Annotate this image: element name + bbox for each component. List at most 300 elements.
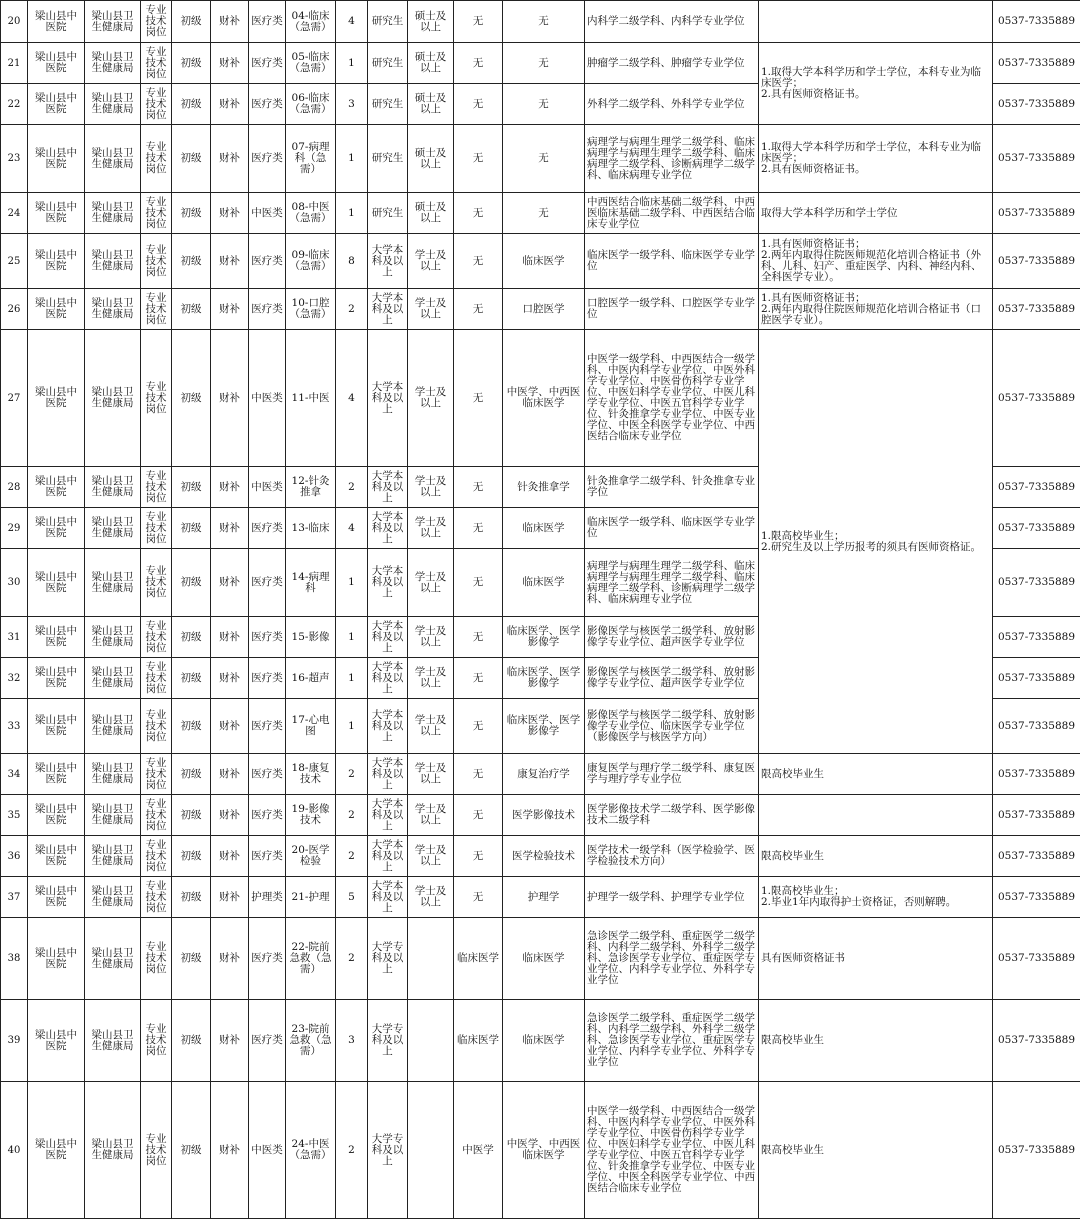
- funding-type: 财补: [211, 699, 249, 754]
- post-category: 医疗类: [249, 658, 286, 699]
- table-row: [1, 1082, 1080, 1219]
- contact-phone: 0537-7335889: [993, 1000, 1080, 1082]
- hiring-count: 2: [336, 836, 368, 877]
- graduate-major: 中医学一级学科、中西医结合一级学科、中医内科学专业学位、中医外科学专业学位、中医骨伤科学专业学位、中医妇科学专业学位、中医儿科学专业学位、中医五官科学专业学位、针灸推拿学专业学位、中医专业学位、中医全科医学专业学位、中西医结合临床专业学位: [585, 1082, 759, 1219]
- graduate-major: 急诊医学二级学科、重症医学二级学科、内科学二级学科、外科学二级学科、急诊医学专业学位、重症医学专业学位、内科学专业学位、外科学专业学位: [585, 918, 759, 1000]
- post-kind: 专业技术岗位: [141, 193, 172, 234]
- hiring-count: 1: [336, 658, 368, 699]
- hiring-count: 2: [336, 918, 368, 1000]
- department-name: 梁山县卫生健康局: [85, 1, 141, 43]
- associate-major: 无: [454, 234, 503, 289]
- bachelor-major: 无: [503, 125, 585, 193]
- associate-major: 无: [454, 508, 503, 549]
- degree-requirement: 学士及以上: [408, 795, 454, 836]
- education-requirement: 大学专科及以上: [368, 1082, 408, 1219]
- row-number: 32: [1, 658, 28, 699]
- degree-requirement: 学士及以上: [408, 549, 454, 617]
- graduate-major: 内科学二级学科、内科学专业学位: [585, 1, 759, 43]
- degree-requirement: 硕士及以上: [408, 84, 454, 125]
- department-name: 梁山县卫生健康局: [85, 549, 141, 617]
- bachelor-major: 医学检验技术: [503, 836, 585, 877]
- table-row: [1, 125, 1080, 193]
- education-requirement: 大学专科及以上: [368, 1000, 408, 1082]
- graduate-major: 康复医学与理疗学二级学科、康复医学与理疗学专业学位: [585, 754, 759, 795]
- education-requirement: 大学本科及以上: [368, 508, 408, 549]
- funding-type: 财补: [211, 84, 249, 125]
- degree-requirement: 硕士及以上: [408, 1, 454, 43]
- associate-major: 无: [454, 84, 503, 125]
- associate-major: 无: [454, 549, 503, 617]
- post-kind: 专业技术岗位: [141, 289, 172, 330]
- bachelor-major: 无: [503, 43, 585, 84]
- post-level: 初级: [172, 836, 211, 877]
- unit-name: 梁山县中医院: [28, 84, 85, 125]
- post-level: 初级: [172, 289, 211, 330]
- education-requirement: 研究生: [368, 125, 408, 193]
- post-kind: 专业技术岗位: [141, 877, 172, 918]
- contact-phone: 0537-7335889: [993, 1082, 1080, 1219]
- post-category: 医疗类: [249, 617, 286, 658]
- post-kind: 专业技术岗位: [141, 234, 172, 289]
- hiring-count: 3: [336, 1000, 368, 1082]
- funding-type: 财补: [211, 836, 249, 877]
- row-number: 29: [1, 508, 28, 549]
- unit-name: 梁山县中医院: [28, 43, 85, 84]
- associate-major: 无: [454, 617, 503, 658]
- funding-type: 财补: [211, 125, 249, 193]
- education-requirement: 研究生: [368, 1, 408, 43]
- post-category: 医疗类: [249, 234, 286, 289]
- unit-name: 梁山县中医院: [28, 1, 85, 43]
- remarks-cell: 限高校毕业生: [759, 1000, 993, 1082]
- education-requirement: 大学本科及以上: [368, 877, 408, 918]
- post-kind: 专业技术岗位: [141, 795, 172, 836]
- remarks-cell: 限高校毕业生: [759, 836, 993, 877]
- unit-name: 梁山县中医院: [28, 617, 85, 658]
- bachelor-major: 临床医学、医学影像学: [503, 617, 585, 658]
- graduate-major: 口腔医学一级学科、口腔医学专业学位: [585, 289, 759, 330]
- post-category: 医疗类: [249, 289, 286, 330]
- degree-requirement: 硕士及以上: [408, 193, 454, 234]
- unit-name: 梁山县中医院: [28, 467, 85, 508]
- post-category: 医疗类: [249, 549, 286, 617]
- post-kind: 专业技术岗位: [141, 658, 172, 699]
- hiring-count: 8: [336, 234, 368, 289]
- associate-major: 无: [454, 330, 503, 467]
- funding-type: 财补: [211, 330, 249, 467]
- post-name: 07-病理科（急需）: [286, 125, 336, 193]
- associate-major: 无: [454, 467, 503, 508]
- post-kind: 专业技术岗位: [141, 754, 172, 795]
- post-category: 医疗类: [249, 836, 286, 877]
- graduate-major: 肿瘤学二级学科、肿瘤学专业学位: [585, 43, 759, 84]
- graduate-major: 外科学二级学科、外科学专业学位: [585, 84, 759, 125]
- associate-major: 临床医学: [454, 918, 503, 1000]
- department-name: 梁山县卫生健康局: [85, 658, 141, 699]
- post-name: 17-心电图: [286, 699, 336, 754]
- funding-type: 财补: [211, 549, 249, 617]
- bachelor-major: 口腔医学: [503, 289, 585, 330]
- post-kind: 专业技术岗位: [141, 330, 172, 467]
- unit-name: 梁山县中医院: [28, 836, 85, 877]
- post-name: 22-院前急救（急需）: [286, 918, 336, 1000]
- row-number: 26: [1, 289, 28, 330]
- unit-name: 梁山县中医院: [28, 877, 85, 918]
- funding-type: 财补: [211, 877, 249, 918]
- bachelor-major: 护理学: [503, 877, 585, 918]
- post-name: 16-超声: [286, 658, 336, 699]
- hiring-count: 2: [336, 289, 368, 330]
- contact-phone: 0537-7335889: [993, 754, 1080, 795]
- department-name: 梁山县卫生健康局: [85, 754, 141, 795]
- department-name: 梁山县卫生健康局: [85, 193, 141, 234]
- contact-phone: 0537-7335889: [993, 877, 1080, 918]
- table-row: [1, 918, 1080, 1000]
- associate-major: 无: [454, 754, 503, 795]
- remarks-cell: 1.限高校毕业生； 2.研究生及以上学历报考的须具有医师资格证。: [759, 330, 993, 754]
- table-row: [1, 1, 1080, 43]
- remarks-cell: 1.具有医师资格证书； 2.两年内取得住院医师规范化培训合格证书（口腔医学专业）。: [759, 289, 993, 330]
- graduate-major: 临床医学一级学科、临床医学专业学位: [585, 234, 759, 289]
- hiring-count: 4: [336, 508, 368, 549]
- funding-type: 财补: [211, 1, 249, 43]
- contact-phone: 0537-7335889: [993, 508, 1080, 549]
- row-number: 22: [1, 84, 28, 125]
- department-name: 梁山县卫生健康局: [85, 877, 141, 918]
- associate-major: 无: [454, 289, 503, 330]
- graduate-major: 中西医结合临床基础二级学科、中西医临床基础二级学科、中西医结合临床专业学位: [585, 193, 759, 234]
- degree-requirement: 学士及以上: [408, 754, 454, 795]
- associate-major: 无: [454, 193, 503, 234]
- education-requirement: 大学本科及以上: [368, 699, 408, 754]
- contact-phone: 0537-7335889: [993, 918, 1080, 1000]
- graduate-major: 中医学一级学科、中西医结合一级学科、中医内科学专业学位、中医外科学专业学位、中医骨伤科学专业学位、中医妇科学专业学位、中医儿科学专业学位、中医五官科学专业学位、针灸推拿学专业学位、中医专业学位、中医全科医学专业学位、中西医结合临床专业学位: [585, 330, 759, 467]
- row-number: 30: [1, 549, 28, 617]
- post-category: 中医类: [249, 467, 286, 508]
- degree-requirement: 学士及以上: [408, 617, 454, 658]
- department-name: 梁山县卫生健康局: [85, 1000, 141, 1082]
- associate-major: 无: [454, 43, 503, 84]
- post-name: 10-口腔（急需）: [286, 289, 336, 330]
- funding-type: 财补: [211, 658, 249, 699]
- post-name: 09-临床（急需）: [286, 234, 336, 289]
- department-name: 梁山县卫生健康局: [85, 836, 141, 877]
- post-level: 初级: [172, 795, 211, 836]
- degree-requirement: [408, 918, 454, 1000]
- department-name: 梁山县卫生健康局: [85, 330, 141, 467]
- associate-major: 中医学: [454, 1082, 503, 1219]
- remarks-cell: 1.具有医师资格证书； 2.两年内取得住院医师规范化培训合格证书（外科、儿科、妇产、重症医学、内科、神经内科、全科医学专业）。: [759, 234, 993, 289]
- funding-type: 财补: [211, 289, 249, 330]
- contact-phone: 0537-7335889: [993, 658, 1080, 699]
- associate-major: 临床医学: [454, 1000, 503, 1082]
- unit-name: 梁山县中医院: [28, 1082, 85, 1219]
- post-name: 14-病理科: [286, 549, 336, 617]
- department-name: 梁山县卫生健康局: [85, 918, 141, 1000]
- department-name: 梁山县卫生健康局: [85, 289, 141, 330]
- funding-type: 财补: [211, 193, 249, 234]
- contact-phone: 0537-7335889: [993, 699, 1080, 754]
- associate-major: 无: [454, 877, 503, 918]
- degree-requirement: 硕士及以上: [408, 125, 454, 193]
- post-level: 初级: [172, 467, 211, 508]
- degree-requirement: 学士及以上: [408, 836, 454, 877]
- hiring-count: 4: [336, 1, 368, 43]
- post-name: 19-影像技术: [286, 795, 336, 836]
- bachelor-major: 医学影像技术: [503, 795, 585, 836]
- post-kind: 专业技术岗位: [141, 836, 172, 877]
- funding-type: 财补: [211, 1000, 249, 1082]
- post-category: 医疗类: [249, 754, 286, 795]
- table-row: [1, 330, 1080, 467]
- post-name: 05-临床（急需）: [286, 43, 336, 84]
- post-name: 20-医学检验: [286, 836, 336, 877]
- hiring-count: 3: [336, 84, 368, 125]
- unit-name: 梁山县中医院: [28, 549, 85, 617]
- remarks-cell: [759, 795, 993, 836]
- table-row: [1, 193, 1080, 234]
- post-category: 医疗类: [249, 918, 286, 1000]
- unit-name: 梁山县中医院: [28, 699, 85, 754]
- bachelor-major: 临床医学: [503, 508, 585, 549]
- unit-name: 梁山县中医院: [28, 193, 85, 234]
- post-level: 初级: [172, 658, 211, 699]
- contact-phone: 0537-7335889: [993, 549, 1080, 617]
- remarks-cell: 1.取得大学本科学历和学士学位，本科专业为临床医学； 2.具有医师资格证书。: [759, 43, 993, 125]
- table-row: [1, 234, 1080, 289]
- table-row: [1, 754, 1080, 795]
- graduate-major: 医学技术一级学科（医学检验学、医学检验技术方向）: [585, 836, 759, 877]
- post-name: 04-临床（急需）: [286, 1, 336, 43]
- education-requirement: 大学本科及以上: [368, 836, 408, 877]
- post-category: 医疗类: [249, 1, 286, 43]
- row-number: 23: [1, 125, 28, 193]
- post-kind: 专业技术岗位: [141, 125, 172, 193]
- hiring-count: 2: [336, 795, 368, 836]
- degree-requirement: 学士及以上: [408, 699, 454, 754]
- table-row: [1, 1000, 1080, 1082]
- unit-name: 梁山县中医院: [28, 918, 85, 1000]
- contact-phone: 0537-7335889: [993, 125, 1080, 193]
- post-level: 初级: [172, 508, 211, 549]
- post-category: 医疗类: [249, 795, 286, 836]
- row-number: 39: [1, 1000, 28, 1082]
- post-level: 初级: [172, 43, 211, 84]
- funding-type: 财补: [211, 795, 249, 836]
- unit-name: 梁山县中医院: [28, 234, 85, 289]
- row-number: 27: [1, 330, 28, 467]
- post-category: 医疗类: [249, 84, 286, 125]
- remarks-cell: [759, 1, 993, 43]
- table-row: [1, 836, 1080, 877]
- graduate-major: 急诊医学二级学科、重症医学二级学科、内科学二级学科、外科学二级学科、急诊医学专业学位、重症医学专业学位、内科学专业学位、外科学专业学位: [585, 1000, 759, 1082]
- bachelor-major: 临床医学、医学影像学: [503, 699, 585, 754]
- bachelor-major: 临床医学: [503, 549, 585, 617]
- row-number: 24: [1, 193, 28, 234]
- post-kind: 专业技术岗位: [141, 1082, 172, 1219]
- remarks-cell: 具有医师资格证书: [759, 918, 993, 1000]
- post-category: 医疗类: [249, 699, 286, 754]
- degree-requirement: [408, 1000, 454, 1082]
- row-number: 38: [1, 918, 28, 1000]
- row-number: 28: [1, 467, 28, 508]
- graduate-major: 病理学与病理生理学二级学科、临床病理学与病理生理学二级学科、临床病理学二级学科、诊断病理学二级学科、临床病理专业学位: [585, 125, 759, 193]
- post-level: 初级: [172, 330, 211, 467]
- post-kind: 专业技术岗位: [141, 699, 172, 754]
- bachelor-major: 临床医学、医学影像学: [503, 658, 585, 699]
- graduate-major: 影像医学与核医学二级学科、放射影像学专业学位、超声医学专业学位: [585, 658, 759, 699]
- education-requirement: 大学本科及以上: [368, 617, 408, 658]
- post-kind: 专业技术岗位: [141, 918, 172, 1000]
- bachelor-major: 针灸推拿学: [503, 467, 585, 508]
- unit-name: 梁山县中医院: [28, 125, 85, 193]
- bachelor-major: 临床医学: [503, 234, 585, 289]
- remarks-cell: 取得大学本科学历和学士学位: [759, 193, 993, 234]
- degree-requirement: 学士及以上: [408, 877, 454, 918]
- graduate-major: 影像医学与核医学二级学科、放射影像学专业学位、超声医学专业学位: [585, 617, 759, 658]
- department-name: 梁山县卫生健康局: [85, 1082, 141, 1219]
- bachelor-major: 临床医学: [503, 918, 585, 1000]
- post-category: 医疗类: [249, 125, 286, 193]
- graduate-major: 病理学与病理生理学二级学科、临床病理学与病理生理学二级学科、临床病理学二级学科、诊断病理学二级学科、临床病理专业学位: [585, 549, 759, 617]
- post-kind: 专业技术岗位: [141, 43, 172, 84]
- post-kind: 专业技术岗位: [141, 1, 172, 43]
- contact-phone: 0537-7335889: [993, 836, 1080, 877]
- bachelor-major: 临床医学: [503, 1000, 585, 1082]
- post-kind: 专业技术岗位: [141, 549, 172, 617]
- education-requirement: 大学本科及以上: [368, 289, 408, 330]
- unit-name: 梁山县中医院: [28, 330, 85, 467]
- table-row: [1, 43, 1080, 84]
- unit-name: 梁山县中医院: [28, 795, 85, 836]
- post-level: 初级: [172, 877, 211, 918]
- bachelor-major: 无: [503, 193, 585, 234]
- post-name: 06-临床（急需）: [286, 84, 336, 125]
- hiring-count: 2: [336, 1082, 368, 1219]
- education-requirement: 研究生: [368, 193, 408, 234]
- post-kind: 专业技术岗位: [141, 84, 172, 125]
- associate-major: 无: [454, 795, 503, 836]
- post-category: 中医类: [249, 330, 286, 467]
- post-category: 中医类: [249, 193, 286, 234]
- post-name: 18-康复技术: [286, 754, 336, 795]
- post-category: 医疗类: [249, 508, 286, 549]
- post-level: 初级: [172, 125, 211, 193]
- post-level: 初级: [172, 84, 211, 125]
- bachelor-major: 中医学、中西医临床医学: [503, 1082, 585, 1219]
- department-name: 梁山县卫生健康局: [85, 508, 141, 549]
- row-number: 35: [1, 795, 28, 836]
- post-name: 11-中医: [286, 330, 336, 467]
- hiring-count: 2: [336, 467, 368, 508]
- education-requirement: 大学专科及以上: [368, 918, 408, 1000]
- unit-name: 梁山县中医院: [28, 289, 85, 330]
- department-name: 梁山县卫生健康局: [85, 43, 141, 84]
- degree-requirement: 学士及以上: [408, 508, 454, 549]
- education-requirement: 大学本科及以上: [368, 658, 408, 699]
- hiring-count: 1: [336, 43, 368, 84]
- row-number: 36: [1, 836, 28, 877]
- row-number: 31: [1, 617, 28, 658]
- bachelor-major: 中医学、中西医临床医学: [503, 330, 585, 467]
- contact-phone: 0537-7335889: [993, 234, 1080, 289]
- table-row: [1, 877, 1080, 918]
- post-name: 24-中医（急需）: [286, 1082, 336, 1219]
- row-number: 21: [1, 43, 28, 84]
- hiring-count: 5: [336, 877, 368, 918]
- remarks-cell: 限高校毕业生: [759, 1082, 993, 1219]
- funding-type: 财补: [211, 754, 249, 795]
- unit-name: 梁山县中医院: [28, 658, 85, 699]
- post-name: 21-护理: [286, 877, 336, 918]
- post-level: 初级: [172, 617, 211, 658]
- hiring-count: 4: [336, 330, 368, 467]
- hiring-count: 1: [336, 699, 368, 754]
- post-level: 初级: [172, 193, 211, 234]
- remarks-cell: 限高校毕业生: [759, 754, 993, 795]
- post-level: 初级: [172, 1, 211, 43]
- hiring-count: 1: [336, 193, 368, 234]
- department-name: 梁山县卫生健康局: [85, 467, 141, 508]
- contact-phone: 0537-7335889: [993, 289, 1080, 330]
- degree-requirement: 学士及以上: [408, 234, 454, 289]
- row-number: 25: [1, 234, 28, 289]
- funding-type: 财补: [211, 43, 249, 84]
- unit-name: 梁山县中医院: [28, 1000, 85, 1082]
- contact-phone: 0537-7335889: [993, 43, 1080, 84]
- contact-phone: 0537-7335889: [993, 795, 1080, 836]
- funding-type: 财补: [211, 918, 249, 1000]
- contact-phone: 0537-7335889: [993, 617, 1080, 658]
- degree-requirement: 学士及以上: [408, 289, 454, 330]
- unit-name: 梁山县中医院: [28, 754, 85, 795]
- hiring-count: 1: [336, 549, 368, 617]
- associate-major: 无: [454, 1, 503, 43]
- associate-major: 无: [454, 836, 503, 877]
- post-name: 13-临床: [286, 508, 336, 549]
- contact-phone: 0537-7335889: [993, 1, 1080, 43]
- post-name: 12-针灸推拿: [286, 467, 336, 508]
- education-requirement: 大学本科及以上: [368, 549, 408, 617]
- funding-type: 财补: [211, 617, 249, 658]
- table-row: [1, 795, 1080, 836]
- graduate-major: 影像医学与核医学二级学科、放射影像学专业学位、临床医学专业学位（影像医学与核医学方向）: [585, 699, 759, 754]
- post-level: 初级: [172, 699, 211, 754]
- education-requirement: 大学本科及以上: [368, 795, 408, 836]
- degree-requirement: 学士及以上: [408, 467, 454, 508]
- graduate-major: 医学影像技术学二级学科、医学影像技术二级学科: [585, 795, 759, 836]
- post-category: 护理类: [249, 877, 286, 918]
- post-name: 15-影像: [286, 617, 336, 658]
- funding-type: 财补: [211, 467, 249, 508]
- remarks-cell: 1.限高校毕业生； 2.毕业1年内取得护士资格证，否则解聘。: [759, 877, 993, 918]
- row-number: 37: [1, 877, 28, 918]
- post-name: 08-中医（急需）: [286, 193, 336, 234]
- department-name: 梁山县卫生健康局: [85, 617, 141, 658]
- contact-phone: 0537-7335889: [993, 330, 1080, 467]
- degree-requirement: 硕士及以上: [408, 43, 454, 84]
- department-name: 梁山县卫生健康局: [85, 795, 141, 836]
- funding-type: 财补: [211, 1082, 249, 1219]
- post-category: 中医类: [249, 1082, 286, 1219]
- associate-major: 无: [454, 125, 503, 193]
- degree-requirement: [408, 1082, 454, 1219]
- graduate-major: 针灸推拿学二级学科、针灸推拿专业学位: [585, 467, 759, 508]
- education-requirement: 大学本科及以上: [368, 754, 408, 795]
- funding-type: 财补: [211, 508, 249, 549]
- post-category: 医疗类: [249, 43, 286, 84]
- contact-phone: 0537-7335889: [993, 193, 1080, 234]
